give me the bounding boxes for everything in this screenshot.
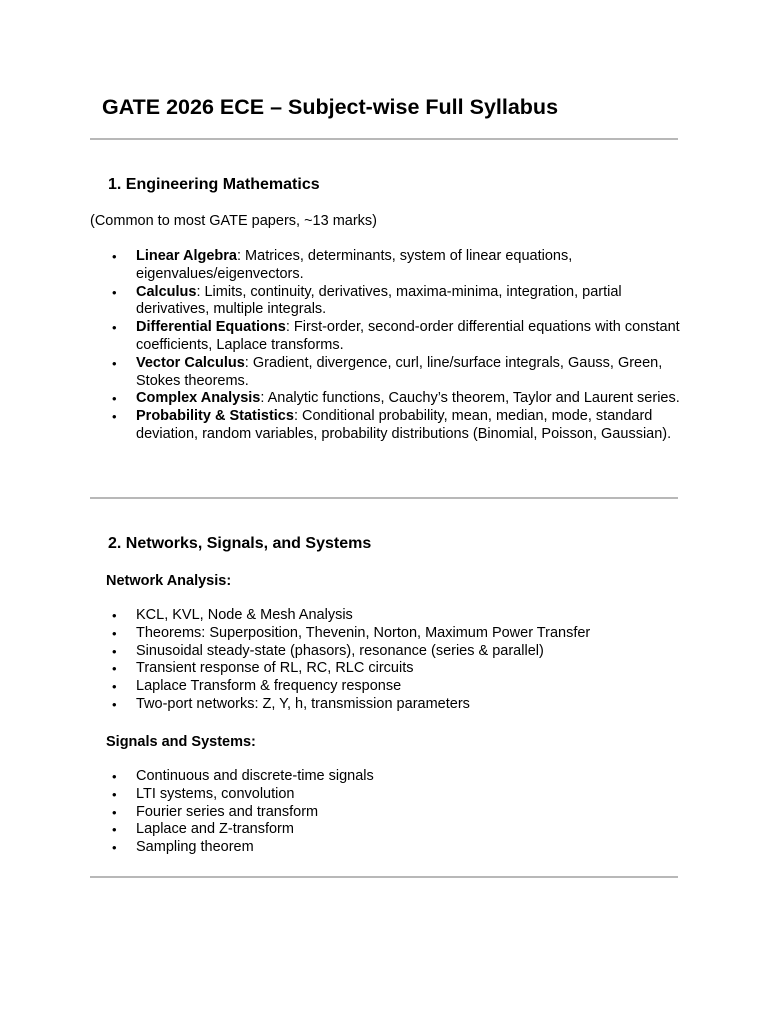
bullet-icon: • [112, 804, 117, 820]
list-item [110, 696, 680, 714]
list-item-text: Laplace and Z-transform [136, 821, 294, 838]
signals-and-systems-list [110, 768, 680, 857]
list-item-term: Calculus [136, 283, 197, 300]
bullet-icon: • [112, 391, 117, 407]
bullet-icon: • [112, 769, 117, 784]
list-item-description: : First-order, second-order differential equations with constant coefficients, Laplace transforms. [136, 319, 680, 353]
bullet-icon: • [112, 696, 117, 712]
list-item [110, 768, 680, 786]
network-analysis-list [110, 607, 680, 714]
bullet-icon: • [112, 822, 117, 838]
list-item-description: : Gradient, divergence, curl, line/surface integrals, Gauss, Green, Stokes theorems. [136, 354, 663, 389]
list-item-text: KCL, KVL, Node & Mesh Analysis [136, 607, 353, 623]
list-item [110, 678, 680, 696]
bullet-icon: • [112, 679, 117, 695]
list-item-description: : Analytic functions, Cauchy’s theorem, Taylor and Laurent series. [260, 390, 680, 407]
list-item-term: Vector Calculus [136, 354, 245, 371]
list-item [110, 355, 680, 391]
bullet-icon: • [112, 608, 117, 623]
list-item-text: Two-port networks: Z, Y, h, transmission parameters [136, 695, 470, 712]
list-item-description: : Matrices, determinants, system of linear equations, eigenvalues/eigenvectors. [136, 248, 573, 282]
horizontal-rule [90, 497, 678, 499]
document-title: GATE 2026 ECE – Subject-wise Full Syllabus [102, 95, 559, 119]
bullet-icon: • [112, 661, 117, 677]
list-item [110, 625, 680, 643]
list-item [110, 839, 680, 857]
section-heading-networks-signals-systems: 2. Networks, Signals, and Systems [108, 535, 372, 552]
list-item-text: Sinusoidal steady-state (phasors), resonance (series & parallel) [136, 642, 544, 659]
list-item-term: Probability & Statistics [136, 408, 294, 425]
list-item-term: Differential Equations [136, 319, 286, 336]
section-note: (Common to most GATE papers, ~13 marks) [90, 213, 377, 229]
list-item-term: Complex Analysis [136, 390, 261, 407]
list-item-text: Fourier series and transform [136, 803, 319, 820]
engineering-mathematics-list [110, 248, 680, 444]
bullet-icon: • [112, 284, 117, 300]
list-item [110, 390, 680, 408]
list-item [110, 821, 680, 839]
list-item-term: Linear Algebra [136, 248, 237, 264]
list-item [110, 607, 680, 625]
horizontal-rule [90, 876, 678, 878]
list-item [110, 408, 680, 444]
list-item-text: Transient response of RL, RC, RLC circuits [136, 660, 414, 677]
list-item-text: Theorems: Superposition, Thevenin, Norton, Maximum Power Transfer [136, 624, 591, 641]
subsection-heading-network-analysis: Network Analysis: [106, 573, 232, 589]
bullet-icon: • [112, 249, 117, 264]
bullet-icon: • [112, 320, 117, 336]
bullet-icon: • [112, 355, 117, 371]
bullet-icon: • [112, 625, 117, 641]
subsection-heading-signals-and-systems: Signals and Systems: [106, 734, 256, 750]
list-item-description: : Conditional probability, mean, median, mode, standard deviation, random variables, probability distributions (Binomial, Poisson, Gaussian). [136, 408, 672, 442]
list-item-text: LTI systems, convolution [136, 785, 295, 802]
list-item-text: Laplace Transform & frequency response [136, 678, 402, 695]
list-item [110, 804, 680, 822]
bullet-icon: • [112, 643, 117, 659]
list-item [110, 284, 680, 320]
list-item [110, 786, 680, 804]
bullet-icon: • [112, 840, 117, 856]
bullet-icon: • [112, 786, 117, 802]
section-heading-engineering-mathematics: 1. Engineering Mathematics [108, 176, 320, 193]
horizontal-rule [90, 138, 678, 140]
list-item-text: Sampling theorem [136, 839, 254, 856]
list-item [110, 248, 680, 284]
list-item [110, 643, 680, 661]
list-item-description: : Limits, continuity, derivatives, maxima-minima, integration, partial derivatives, multiple integrals. [136, 283, 622, 318]
list-item-text: Continuous and discrete-time signals [136, 768, 374, 784]
list-item [110, 319, 680, 355]
bullet-icon: • [112, 409, 117, 425]
list-item [110, 660, 680, 678]
